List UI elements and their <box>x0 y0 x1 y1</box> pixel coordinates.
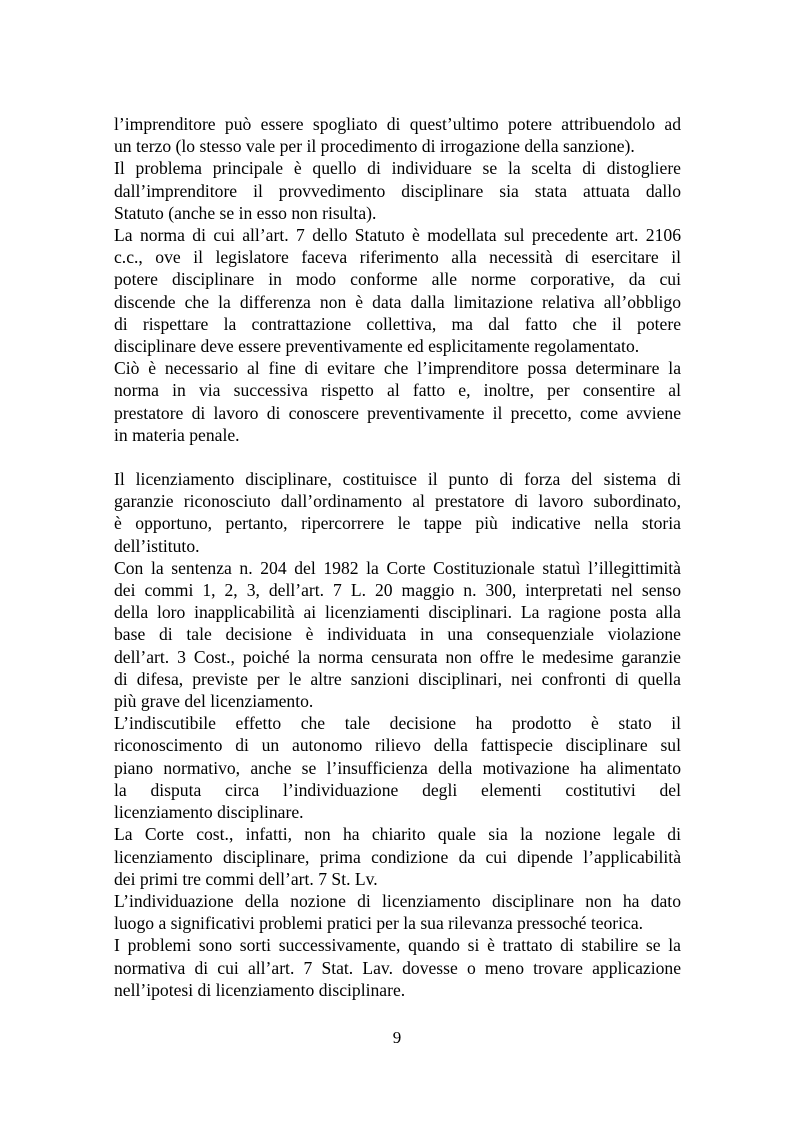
paragraph-2 <box>114 157 681 224</box>
paragraph-6 <box>114 557 681 712</box>
text-line: piano normativo, anche se l’insufficienza della motivazione ha alimentato <box>114 757 681 778</box>
text-line: Statuto (anche se in esso non risulta). <box>114 202 377 223</box>
text-line: discende che la differenza non è data dalla limitazione relativa all’obbligo <box>114 291 681 312</box>
text-line: dell’istituto. <box>114 535 200 556</box>
text-line: L’indiscutibile effetto che tale decisione ha prodotto è stato il <box>114 713 681 734</box>
paragraph-spacer <box>114 446 681 468</box>
text-line: dell’art. 3 Cost., poiché la norma censurata non offre le medesime garanzie <box>114 646 681 667</box>
paragraph-5 <box>114 468 681 557</box>
paragraph-4 <box>114 357 681 446</box>
text-line: l’imprenditore può essere spogliato di quest’ultimo potere attribuendolo ad <box>114 114 681 134</box>
text-line: c.c., ove il legislatore faceva riferimento alla necessità di esercitare il <box>114 247 681 268</box>
paragraph-9 <box>114 890 681 934</box>
text-line: base di tale decisione è individuata in una consequenziale violazione <box>114 624 681 645</box>
paragraph-8 <box>114 823 681 890</box>
text-line: L’individuazione della nozione di licenziamento disciplinare non ha dato <box>114 890 681 911</box>
text-line: di rispettare la contrattazione collettiva, ma dal fatto che il potere <box>114 313 681 334</box>
text-line: la disputa circa l’individuazione degli elementi costitutivi del <box>114 779 681 800</box>
text-line: più grave del licenziamento. <box>114 691 314 712</box>
document-body <box>114 113 681 1001</box>
text-line: dei commi 1, 2, 3, dell’art. 7 L. 20 maggio n. 300, interpretati nel senso <box>114 580 681 601</box>
text-line: luogo a significativi problemi pratici per la sua rilevanza pressoché teorica. <box>114 913 644 934</box>
text-line: garanzie riconosciuto dall’ordinamento al prestatore di lavoro subordinato, <box>114 491 681 512</box>
paragraph-7 <box>114 712 681 823</box>
text-line: licenziamento disciplinare. <box>114 802 304 823</box>
paragraph-1 <box>114 113 681 157</box>
text-line: un terzo (lo stesso vale per il procedimento di irrogazione della sanzione). <box>114 136 635 157</box>
text-line: di difesa, previste per le altre sanzioni disciplinari, nei confronti di quella <box>114 668 681 689</box>
paragraph-3 <box>114 224 681 357</box>
text-line: è opportuno, pertanto, ripercorrere le tappe più indicative nella storia <box>114 513 681 534</box>
text-line: in materia penale. <box>114 424 240 445</box>
text-line: prestatore di lavoro di conoscere preventivamente il precetto, come avviene <box>114 402 681 423</box>
text-line: Ciò è necessario al fine di evitare che l’imprenditore possa determinare la <box>114 358 681 379</box>
text-line: Con la sentenza n. 204 del 1982 la Corte Costituzionale statuì l’illegittimità <box>114 557 681 578</box>
text-line: La norma di cui all’art. 7 dello Statuto è modellata sul precedente art. 2106 <box>114 225 681 246</box>
text-line: Il problema principale è quello di individuare se la scelta di distogliere <box>114 158 681 179</box>
text-line: nell’ipotesi di licenziamento disciplinare. <box>114 979 406 1000</box>
text-line: disciplinare deve essere preventivamente ed esplicitamente regolamentato. <box>114 336 640 357</box>
text-line: licenziamento disciplinare, prima condizione da cui dipende l’applicabilità <box>114 846 681 867</box>
paragraph-10 <box>114 934 681 1001</box>
text-line: normativa di cui all’art. 7 Stat. Lav. dovesse o meno trovare applicazione <box>114 957 681 978</box>
text-line: dei primi tre commi dell’art. 7 St. Lv. <box>114 868 378 889</box>
text-line: riconoscimento di un autonomo rilievo della fattispecie disciplinare sul <box>114 735 681 756</box>
page-number: 9 <box>392 1028 402 1047</box>
text-line: La Corte cost., infatti, non ha chiarito quale sia la nozione legale di <box>114 824 681 845</box>
text-line: della loro inapplicabilità ai licenziamenti disciplinari. La ragione posta alla <box>114 602 681 623</box>
text-line: I problemi sono sorti successivamente, quando si è trattato di stabilire se la <box>114 935 681 956</box>
text-line: dall’imprenditore il provvedimento disciplinare sia stata attuata dallo <box>114 180 681 201</box>
text-line: norma in via successiva rispetto al fatto e, inoltre, per consentire al <box>114 380 681 401</box>
text-line: Il licenziamento disciplinare, costituisce il punto di forza del sistema di <box>114 469 681 490</box>
text-line: potere disciplinare in modo conforme alle norme corporative, da cui <box>114 269 681 290</box>
